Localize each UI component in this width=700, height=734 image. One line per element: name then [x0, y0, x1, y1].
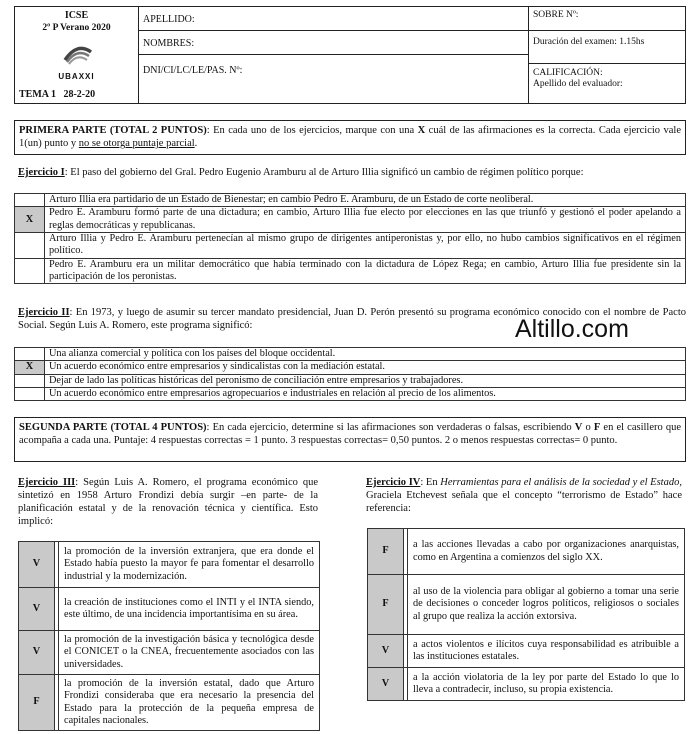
ej1-text: : El paso del gobierno del Gral. Pedro Eugenio Aramburu al de Arturo Illia significó un cambio de régimen político porque: — [64, 167, 584, 178]
institution-block — [15, 7, 139, 103]
answer-box[interactable] — [15, 233, 45, 259]
table-row — [19, 542, 320, 588]
part1-underlined: no se otorga puntaje parcial — [78, 138, 195, 150]
ej4-statement — [366, 476, 682, 515]
ej3-text: : Según Luis A. Romero, el programa económico que sintetizó en 1958 Arturo Frondizi debía surgir –en parte- de la planificación estatal y de la renovación técnica y científica. Esto implicó: — [18, 477, 319, 528]
institution-name: ICSE — [64, 10, 89, 21]
table-row — [15, 388, 686, 401]
ej2-label: Ejercicio II — [18, 307, 70, 318]
exam-info — [529, 7, 685, 103]
option-text: a las acciones llevadas a cabo por organizaciones anarquistas, como en Argentina a comienzos del siglo XX. — [408, 529, 685, 575]
part2-text-a: : En cada ejercicio, determine si las afirmaciones son verdaderas o falsas, escribiendo — [206, 422, 575, 433]
option-text: Arturo Illia y Pedro E. Aramburu pertenecían al mismo grupo de dirigentes antiperonistas y, por ello, no hubo cambios significativos en el régimen político. — [45, 233, 686, 259]
ej4-text-b: , Graciela Etchevest señala que el concepto “terrorismo de Estado” hace referencia: — [366, 477, 682, 515]
option-text: a la acción violatoria de la ley por parte del Estado lo que lo lleva a contradecir, incluso, su propia existencia. — [408, 668, 685, 701]
table-row — [19, 631, 320, 675]
part2-instructions — [14, 417, 686, 462]
ubaxxi-logo-icon — [47, 40, 107, 72]
part2-v: V — [574, 422, 583, 433]
answer-box[interactable]: F — [19, 675, 55, 731]
part1-text-c: . — [194, 138, 198, 150]
student-fields — [139, 7, 529, 103]
answer-box[interactable]: V — [19, 631, 55, 675]
answer-box[interactable] — [15, 348, 45, 361]
answer-box[interactable]: F — [368, 575, 404, 635]
option-text: la creación de instituciones como el INTI y el INTA siendo, este último, de una incidencia importantísima en su área. — [59, 588, 320, 631]
watermark: Altillo.com — [515, 315, 629, 343]
ej3-options — [18, 541, 320, 731]
ej1-statement — [18, 166, 686, 179]
part2-text-c: en el casillero que acompaña a cada una. Puntaje: 4 respuestas correctas = 1 punto. 3 respuestas correctas= 0,50 puntos. 2 o menos respuestas correctas= 0 punto. — [19, 422, 682, 447]
ej2-text: : En 1973, y luego de asumir su tercer mandato presidencial, Juan D. Perón presentó su programa económico conocido con el nombre de Pacto Social. Según Luis A. Romero, este programa significó: — [18, 307, 686, 332]
answer-box[interactable]: V — [368, 635, 404, 668]
ej4-label: Ejercicio IV — [366, 477, 421, 488]
option-text: al uso de la violencia para obligar al gobierno a tomar una serie de decisiones o conceder logros políticos, religiosos o sociales al grupo que realiza la acción extorsiva. — [408, 575, 685, 635]
exam-header — [14, 6, 686, 104]
answer-box[interactable] — [15, 374, 45, 387]
part1-text-a: : En cada uno de los ejercicios, marque con una — [206, 125, 418, 136]
option-text: a actos violentos e ilícitos cuya responsabilidad es atribuible a las instituciones estatales. — [408, 635, 685, 668]
table-row — [19, 675, 320, 731]
answer-box[interactable]: F — [368, 529, 404, 575]
ej1-options — [14, 193, 686, 284]
exam-date: 28-2-20 — [63, 88, 96, 100]
option-text: la promoción de la inversión extranjera, que era donde el Estado había puesto la mayor fe para fomentar el desarrollo industrial y la modernización. — [59, 542, 320, 588]
duracion-text: Duración del examen: 1.15hs — [529, 31, 685, 64]
option-text: Un acuerdo económico entre empresarios y sindicalistas con la mediación estatal. — [45, 361, 686, 374]
part2-title: SEGUNDA PARTE (TOTAL 4 PUNTOS) — [19, 422, 207, 433]
answer-box[interactable] — [15, 388, 45, 401]
tema-label: TEMA 1 — [19, 88, 56, 100]
ej3-statement — [18, 476, 318, 529]
part1-instructions — [14, 120, 686, 155]
calificacion-field — [529, 64, 685, 103]
option-text: la promoción de la inversión estatal, dado que Arturo Frondizi consideraba que era necesario la presencia del Estado para la protección de la pequeña empresa de capitales nacionales. — [59, 675, 320, 731]
part2-f: F — [593, 422, 601, 433]
table-row — [15, 374, 686, 387]
table-row — [15, 233, 686, 259]
answer-box[interactable] — [15, 258, 45, 284]
option-text: Dejar de lado las políticas históricas del peronismo de conciliación entre empresarios y trabajadores. — [45, 374, 686, 387]
answer-box[interactable]: V — [368, 668, 404, 701]
table-row — [368, 668, 685, 701]
sobre-field: SOBRE Nº: — [529, 7, 685, 31]
table-row — [368, 575, 685, 635]
ej2-options — [14, 347, 686, 401]
option-text: la promoción de la investigación básica y tecnológica desde el CONICET o la CNEA, frecuentemente asociados con las universidades. — [59, 631, 320, 675]
answer-box[interactable]: V — [19, 588, 55, 631]
calificacion-label: CALIFICACIÓN: — [533, 68, 603, 78]
ej1-label: Ejercicio I — [18, 167, 65, 178]
ej4-text-a: : En — [420, 477, 441, 488]
answer-box[interactable]: V — [19, 542, 55, 588]
part1-title: PRIMERA PARTE (TOTAL 2 PUNTOS) — [19, 125, 207, 136]
option-text: Un acuerdo económico entre empresarios agropecuarios e industriales en relación al precio de los alimentos. — [45, 388, 686, 401]
option-text: Una alianza comercial y política con los países del bloque occidental. — [45, 348, 686, 361]
answer-box[interactable]: X — [15, 361, 45, 374]
tema-date — [19, 89, 95, 102]
table-row — [15, 194, 686, 207]
table-row — [368, 529, 685, 575]
logo-text: UBAXXI — [58, 72, 95, 82]
nombres-field[interactable]: NOMBRES: — [139, 31, 529, 55]
table-row — [15, 258, 686, 284]
table-row — [15, 361, 686, 374]
part1-text-b: cuál de las afirmaciones es la correcta. Cada ejercicio vale 1(un) punto y — [19, 125, 681, 150]
part2-text-b: o — [582, 422, 594, 433]
answer-box[interactable]: X — [15, 207, 45, 233]
table-row — [368, 635, 685, 668]
ubaxxi-logo — [47, 40, 107, 72]
option-text: Pedro E. Aramburu formó parte de una dictadura; en cambio, Arturo Illia fue electo por elecciones en las que triunfó y gestionó el poder apelando a reglas democráticas y republicanas. — [45, 207, 686, 233]
answer-box[interactable] — [15, 194, 45, 207]
evaluador-label: Apellido del evaluador: — [533, 78, 623, 89]
apellido-field[interactable]: APELLIDO: — [139, 7, 529, 31]
ej4-options — [367, 528, 685, 701]
table-row — [19, 588, 320, 631]
exam-period: 2º P Verano 2020 — [42, 22, 111, 33]
part1-x: X — [417, 125, 426, 136]
ej4-book-title: Herramientas para el análisis de la sociedad y el Estado — [440, 477, 680, 488]
table-row — [15, 207, 686, 233]
table-row — [15, 348, 686, 361]
dni-field[interactable]: DNI/CI/LC/LE/PAS. Nº: — [143, 65, 243, 76]
option-text: Pedro E. Aramburu era un militar democrático que había terminado con la dictadura de López Rega; en cambio, Arturo Illia fue presidente sin la participación de los peronistas. — [45, 258, 686, 284]
ej3-label: Ejercicio III — [18, 477, 76, 488]
option-text: Arturo Illia era partidario de un Estado de Bienestar; en cambio Pedro E. Aramburu, de un Estado de corte neoliberal. — [45, 194, 686, 207]
